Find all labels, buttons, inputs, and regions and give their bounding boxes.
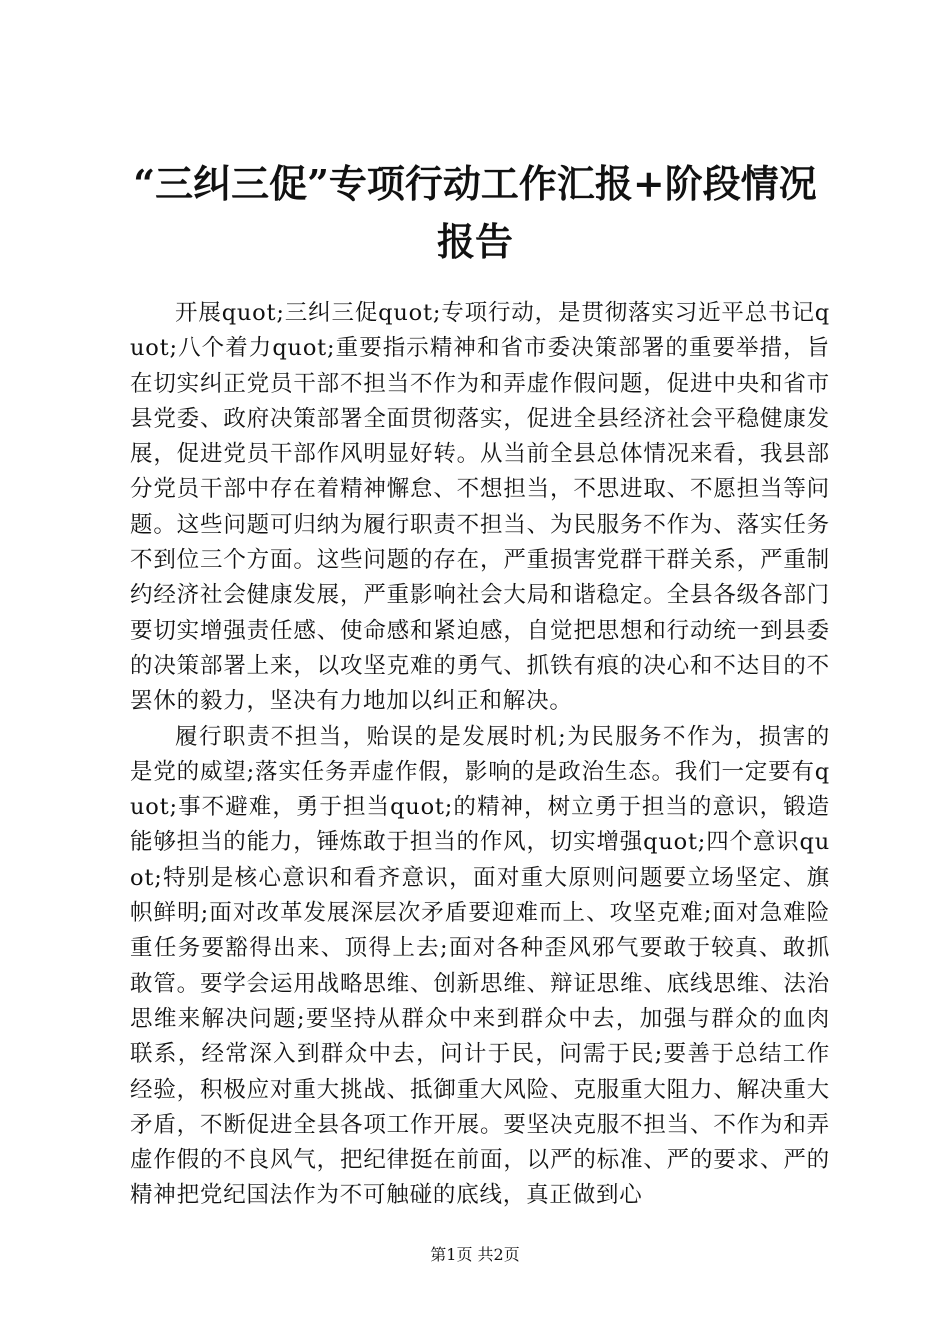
document-title: “三纠三促”专项行动工作汇报+阶段情况报告 xyxy=(133,161,817,264)
page-total: 共2页 xyxy=(477,1245,520,1264)
document-body xyxy=(130,296,830,1214)
paragraph-2: 履行职责不担当，贻误的是发展时机;为民服务不作为，损害的是党的威望;落实任务弄虚作假，影响的是政治生态。我们一定要有quot;事不避难，勇于担当quot;的精神，树立勇于担当的意识，锻造能够担当的能力，锤炼敢于担当的作风，切实增强quot;四个意识quot;特别是核心意识和看齐意识，面对重大原则问题要立场坚定、旗帜鲜明;面对改革发展深层次矛盾要迎难而上、攻坚克难;面对急难险重任务要豁得出来、顶得上去;面对各种歪风邪气要敢于较真、敢抓敢管。要学会运用战略思维、创新思维、辩证思维、底线思维、法治思维来解决问题;要坚持从群众中来到群众中去，加强与群众的血肉联系，经常深入到群众中去，问计于民，问需于民;要善于总结工作经验，积极应对重大挑战、抵御重大风险、克服重大阻力、解决重大矛盾，不断促进全县各项工作开展。要坚决克服不担当、不作为和弄虚作假的不良风气，把纪律挺在前面，以严的标准、严的要求、严的精神把党纪国法作为不可触碰的底线，真正做到心 xyxy=(130,723,830,1209)
paragraph-1: 开展quot;三纠三促quot;专项行动，是贯彻落实习近平总书记quot;八个着力quot;重要指示精神和省市委决策部署的重要举措，旨在切实纠正党员干部不担当不作为和弄虚作假问题，促进中央和省市县党委、政府决策部署全面贯彻落实，促进全县经济社会平稳健康发展，促进党员干部作风明显好转。从当前全县总体情况来看，我县部分党员干部中存在着精神懈怠、不想担当，不思进取、不愿担当等问题。这些问题可归纳为履行职责不担当、为民服务不作为、落实任务不到位三个方面。这些问题的存在，严重损害党群干群关系，严重制约经济社会健康发展，严重影响社会大局和谐稳定。全县各级各部门要切实增强责任感、使命感和紧迫感，自觉把思想和行动统一到县委的决策部署上来，以攻坚克难的勇气、抓铁有痕的决心和不达目的不罢休的毅力，坚决有力地加以纠正和解决。 xyxy=(130,300,830,715)
page-footer xyxy=(0,1244,950,1266)
page-number: 第1页 xyxy=(430,1245,473,1264)
